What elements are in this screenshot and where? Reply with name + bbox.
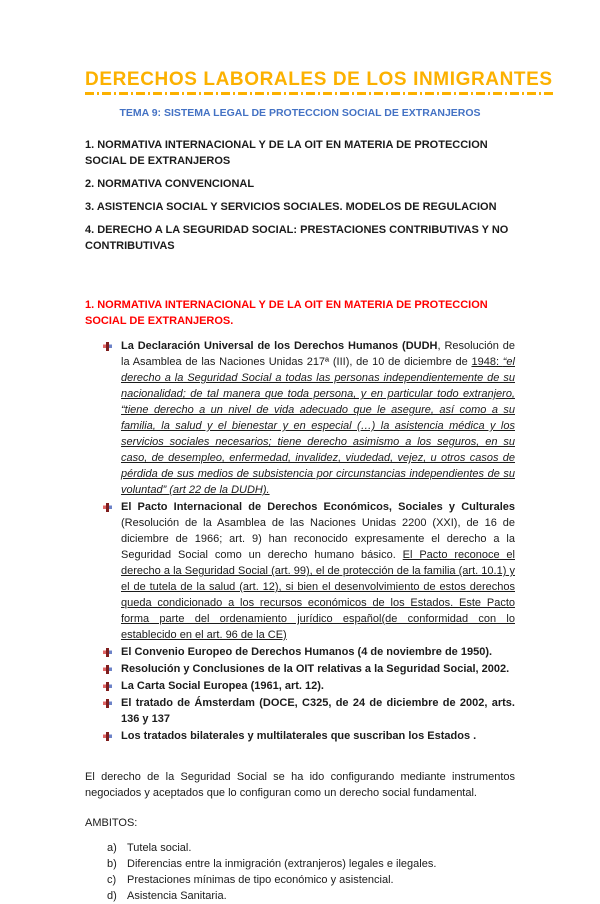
ambitos-item-marker: c): [107, 874, 117, 886]
outline-item: 1. NORMATIVA INTERNACIONAL Y DE LA OIT EN MATERIA DE PROTECCION SOCIAL DE EXTRANJEROS: [85, 139, 488, 167]
bullet-text: La Declaración Universal de los Derechos Humanos (DUDH, Resolución de la Asamblea de las Naciones Unidas 217ª (III), de 10 de diciembre de 1948: “el derecho a la Seguridad Social a todas las personas independientemente de su nacionalidad; de tal manera que toda persona, y en particular todo extranjero, “tiene derecho a un nivel de vida adecuado que le asegure, así como a su familia, la salud y el bienestar y en especial (…) la asistencia médica y los servicios sociales necesarios; tiene derecho asimismo a los seguros, en su caso, de desempleo, enfermedad, invalidez, viudedad, vejez, u otros casos de pérdida de sus medios de subsistencia por circunstancias independientes de su voluntad” (art 22 de la DUDH).: [121, 340, 516, 496]
ambitos-item-text: Tutela social.: [127, 842, 192, 854]
bullet-item: [103, 678, 515, 694]
bullet-text: El Convenio Europeo de Derechos Humanos (4 de noviembre de 1950).: [121, 646, 493, 658]
document-title-block: [85, 69, 553, 95]
ambitos-item-text: Asistencia Sanitaria.: [127, 890, 227, 902]
bullet-item: [103, 499, 515, 643]
outline-item: 3. ASISTENCIA SOCIAL Y SERVICIOS SOCIALES. MODELOS DE REGULACION: [85, 201, 497, 213]
bullet-text: La Carta Social Europea (1961, art. 12).: [121, 680, 324, 692]
bullet-item: [103, 644, 515, 660]
ambitos-item: [107, 872, 515, 888]
ambitos-item: [107, 888, 515, 904]
word-arrow-bullet-icon: [103, 648, 112, 657]
bullet-text: Resolución y Conclusiones de la OIT relativas a la Seguridad Social, 2002.: [121, 663, 510, 675]
document-title: [85, 56, 553, 95]
outline-item: 2. NORMATIVA CONVENCIONAL: [85, 178, 255, 190]
bullet-item: [103, 695, 515, 727]
bullet-text: El tratado de Ámsterdam (DOCE, C325, de 24 de diciembre de 2002, arts. 136 y 137: [121, 697, 515, 725]
word-arrow-bullet-icon: [103, 342, 112, 351]
word-arrow-bullet-icon: [103, 732, 112, 741]
word-arrow-bullet-icon: [103, 682, 112, 691]
ambitos-item: [107, 840, 515, 856]
word-arrow-bullet-icon: [103, 699, 112, 708]
document-title-text: DERECHOS LABORALES DE LOS INMIGRANTES: [85, 69, 553, 90]
ambitos-item-text: Diferencias entre la inmigración (extranjeros) legales e ilegales.: [127, 858, 437, 870]
ambitos-item-marker: a): [107, 842, 117, 854]
bullet-text: El Pacto Internacional de Derechos Económicos, Sociales y Culturales (Resolución de la Asamblea de las Naciones Unidas 2200 (XXI), de 16 de diciembre de 1966; art. 9) han reconocido expresamente el derecho a la Seguridad Social como un derecho humano básico. El Pacto reconoce el derecho a la Seguridad Social (art. 99), el de protección de la familia (art. 10.1) y el de tutela de la salud (art. 12), si bien el desenvolvimiento de estos derechos queda condicionado a los recursos económicos de los Estados. Este Pacto forma parte del ordenamiento jurídico español(de conformidad con lo establecido en el art. 96 de la CE): [121, 501, 515, 641]
word-arrow-bullet-icon: [103, 665, 112, 674]
ambitos-item-text: Prestaciones mínimas de tipo económico y asistencial.: [127, 874, 394, 886]
ambitos-item-marker: b): [107, 858, 117, 870]
bullet-item: [103, 338, 515, 498]
ambitos-label: AMBITOS:: [85, 817, 138, 829]
ambitos-item-marker: d): [107, 890, 117, 902]
section-1-heading: 1. NORMATIVA INTERNACIONAL Y DE LA OIT EN MATERIA DE PROTECCION SOCIAL DE EXTRANJEROS.: [85, 299, 488, 327]
bullet-text: Los tratados bilaterales y multilaterales que suscriban los Estados .: [121, 730, 477, 742]
outline-list: [85, 137, 515, 254]
ambitos-item: [107, 856, 515, 872]
closing-paragraph: El derecho de la Seguridad Social se ha ido configurando mediante instrumentos negociados y aceptados que lo configuran como un derecho social fundamental.: [85, 771, 515, 799]
bullet-item: [103, 661, 515, 677]
word-arrow-bullet-icon: [103, 503, 112, 512]
ambitos-list: [85, 840, 515, 904]
document-subtitle: TEMA 9: SISTEMA LEGAL DE PROTECCION SOCIAL DE EXTRANJEROS: [119, 107, 481, 119]
outline-item: 4. DERECHO A LA SEGURIDAD SOCIAL: PRESTACIONES CONTRIBUTIVAS Y NO CONTRIBUTIVAS: [85, 224, 509, 252]
title-underline-decoration: [85, 92, 553, 95]
bullet-item: [103, 728, 515, 744]
section-1-bullet-list: [85, 338, 515, 744]
